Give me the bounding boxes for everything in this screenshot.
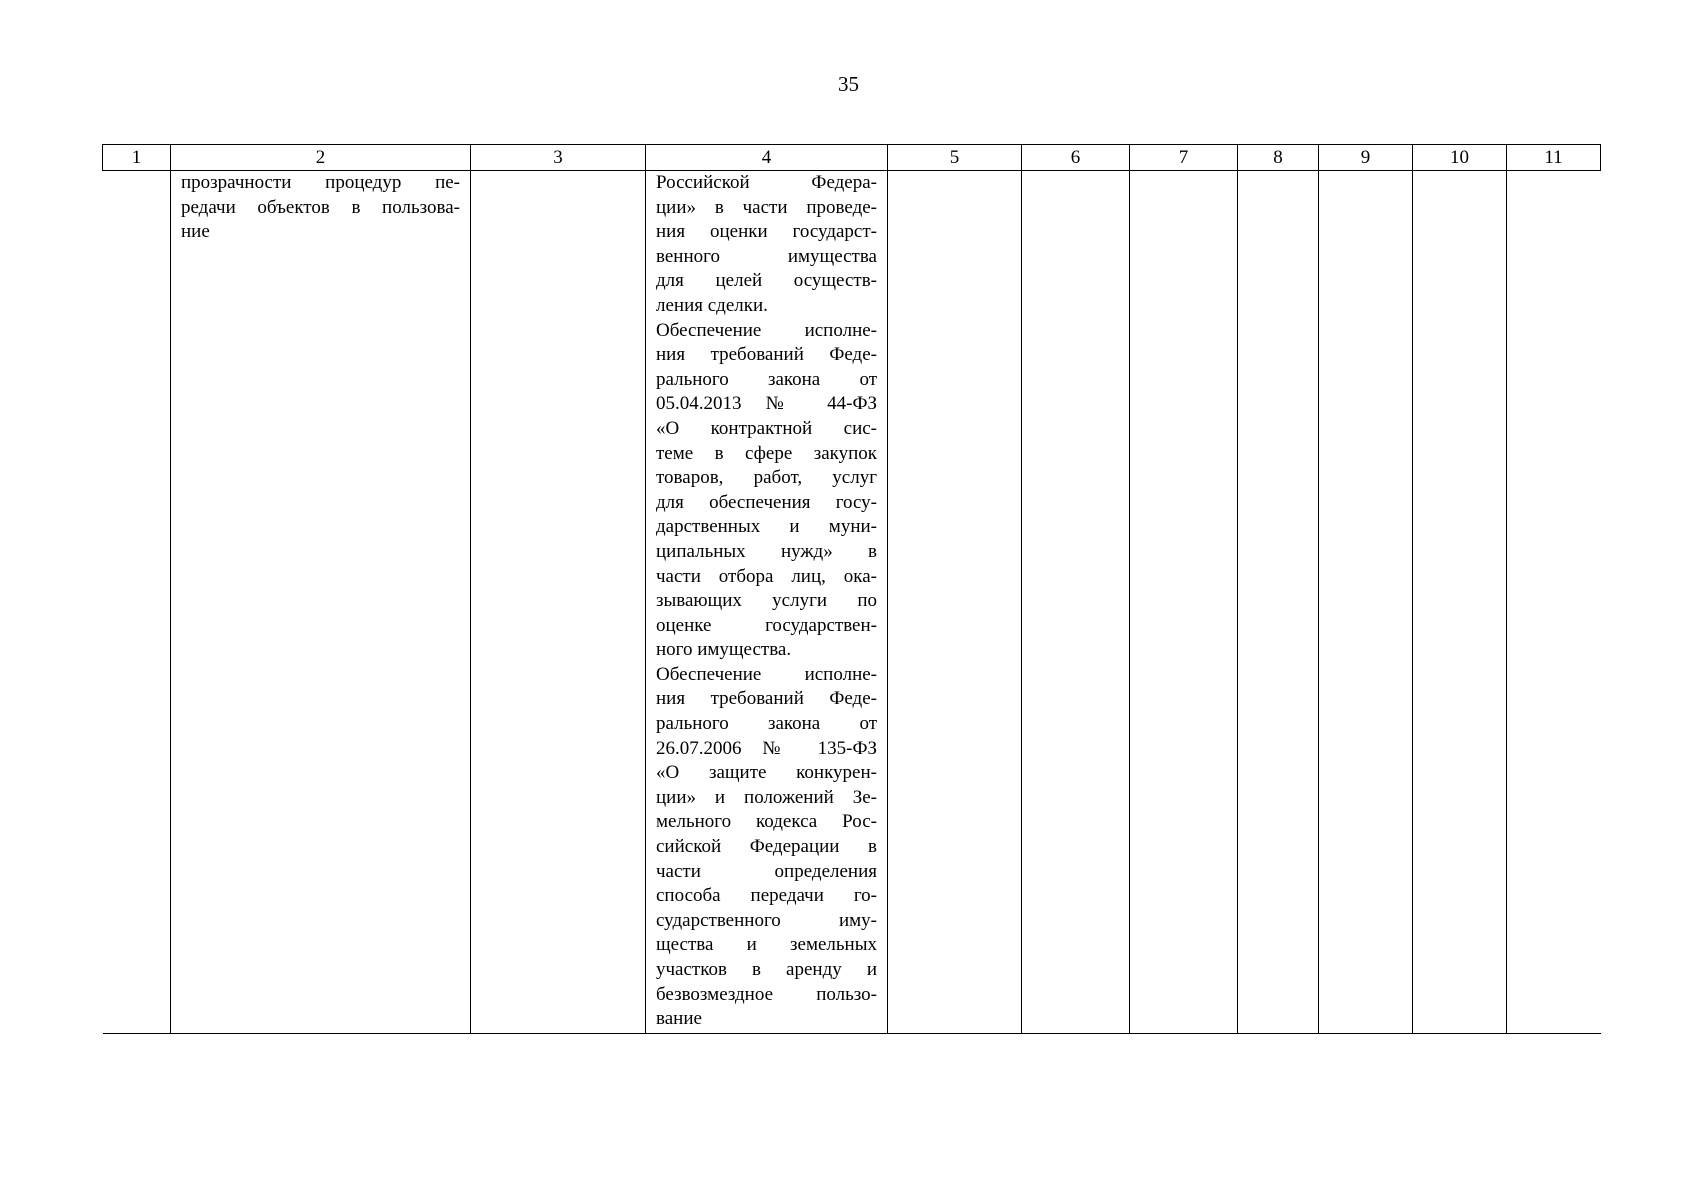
column-header-11: 11 [1507, 145, 1601, 171]
column-header-5: 5 [888, 145, 1022, 171]
column-header-1: 1 [103, 145, 171, 171]
text-line: способа передачи го- [656, 885, 877, 907]
text-line: 05.04.2013 № 44-ФЗ [656, 393, 877, 415]
text-line: безвозмездное пользо- [656, 983, 877, 1005]
column-header-4: 4 [646, 145, 888, 171]
text-line: Обеспечение исполне- [656, 319, 877, 341]
text-line: сударственного иму- [656, 909, 877, 931]
text-line: ния требований Феде- [656, 344, 877, 366]
column-header-10: 10 [1413, 145, 1507, 171]
cell-col-4 [646, 171, 888, 1034]
text-line: ции» в части проведе- [656, 196, 877, 218]
text-line: ния требований Феде- [656, 688, 877, 710]
cell-col-4-text [646, 171, 887, 1032]
page-number: 35 [838, 72, 859, 96]
text-line: Российской Федера- [656, 172, 877, 193]
document-table [102, 144, 1601, 1034]
text-line: ния оценки государст- [656, 221, 877, 243]
text-line: редачи объектов в пользова- [181, 196, 460, 218]
text-line: «О защите конкурен- [656, 762, 877, 784]
cell-col-11 [1507, 171, 1601, 1034]
column-header-2: 2 [171, 145, 471, 171]
text-line: мельного кодекса Рос- [656, 811, 877, 833]
column-header-3: 3 [471, 145, 646, 171]
column-header-9: 9 [1319, 145, 1413, 171]
text-line: щества и земельных [656, 934, 877, 956]
text-line: для обеспечения госу- [656, 491, 877, 513]
column-header-8: 8 [1238, 145, 1319, 171]
text-line: участков в аренду и [656, 959, 877, 980]
text-line: части отбора лиц, ока- [656, 565, 877, 587]
text-line: товаров, работ, услуг [656, 467, 877, 489]
text-line: прозрачности процедур пе- [181, 172, 460, 193]
text-line: ции» и положений Зе- [656, 786, 877, 808]
cell-col-2-text [171, 171, 470, 245]
cell-col-6 [1022, 171, 1130, 1034]
text-line: теме в сфере закупок [656, 442, 877, 464]
text-line: для целей осуществ- [656, 270, 877, 292]
cell-col-9 [1319, 171, 1413, 1034]
cell-col-8 [1238, 171, 1319, 1034]
cell-col-3 [471, 171, 646, 1034]
text-line: вание [656, 1008, 702, 1030]
cell-col-7 [1130, 171, 1238, 1034]
text-line: венного имущества [656, 245, 877, 267]
table-header-row [103, 145, 1601, 171]
text-line: ного имущества. [656, 639, 792, 661]
text-line: сийской Федерации в [656, 836, 877, 858]
text-line: дарственных и муни- [656, 516, 877, 538]
table-row [103, 171, 1601, 1034]
text-line: ципальных нужд» в [656, 540, 877, 562]
cell-col-10 [1413, 171, 1507, 1034]
text-line: ления сделки. [656, 294, 768, 316]
text-line: «О контрактной сис- [656, 417, 877, 439]
text-line: рального закона от [656, 368, 877, 390]
text-line: зывающих услуги по [656, 590, 877, 612]
text-line: 26.07.2006 № 135-ФЗ [656, 737, 877, 759]
text-line: оценке государствен- [656, 614, 877, 636]
text-line: Обеспечение исполне- [656, 663, 877, 685]
column-header-7: 7 [1130, 145, 1238, 171]
text-line: части определения [656, 860, 877, 882]
text-line: ние [181, 221, 210, 243]
cell-col-1 [103, 171, 171, 1034]
cell-col-5 [888, 171, 1022, 1034]
column-header-6: 6 [1022, 145, 1130, 171]
text-line: рального закона от [656, 713, 877, 735]
cell-col-2 [171, 171, 471, 1034]
